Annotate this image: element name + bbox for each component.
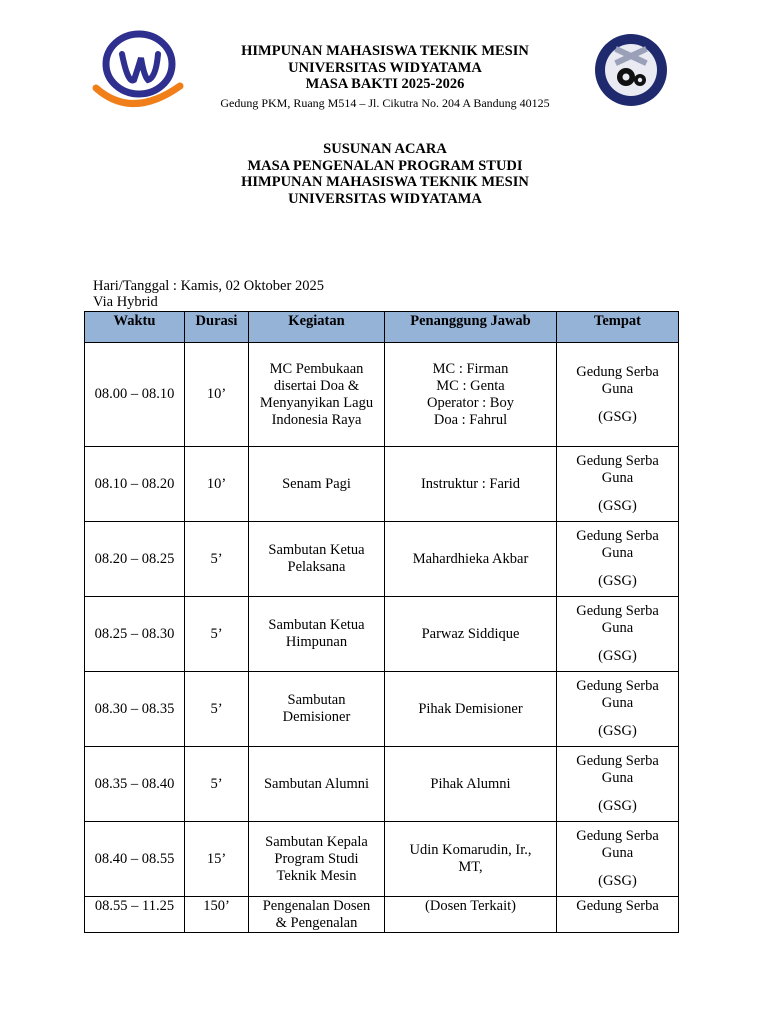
cell-tempat [557,522,679,597]
hmtm-seal-logo [588,33,674,107]
cell-waktu: 08.10 – 08.20 [85,447,185,522]
cell-penanggung-jawab-line: Operator : Boy [427,394,514,411]
cell-penanggung-jawab-line: Udin Komarudin, Ir., [409,842,532,858]
cell-tempat-line: (GSG) [598,648,637,664]
cell-tempat [557,747,679,822]
cell-penanggung-jawab-line: Pihak Alumni [430,775,511,792]
cell-kegiatan-line: Indonesia Raya [271,411,362,428]
table-row [85,747,679,822]
header-kegiatan: Kegiatan [249,312,385,343]
event-mode: Via Hybrid [93,294,158,310]
cell-tempat [557,447,679,522]
event-date: Hari/Tanggal : Kamis, 02 Oktober 2025 [93,278,324,294]
header-waktu: Waktu [85,312,185,343]
cell-kegiatan-line: Sambutan [287,692,346,708]
cell-durasi: 15’ [185,822,249,897]
cell-penanggung-jawab [385,747,557,822]
cell-penanggung-jawab [385,343,557,447]
cell-tempat-line: Gedung Serba [576,363,659,380]
cell-penanggung-jawab-line: Mahardhieka Akbar [412,550,529,567]
cell-tempat-line: Guna [601,620,634,636]
cell-waktu: 08.35 – 08.40 [85,747,185,822]
cell-durasi: 10’ [185,447,249,522]
address-line: Gedung PKM, Ruang M514 – Jl. Cikutra No. 204 A Bandung 40125 [220,95,550,110]
header-penanggung-jawab: Penanggung Jawab [385,312,557,343]
header-durasi: Durasi [185,312,249,343]
cell-kegiatan-line: Demisioner [282,709,351,725]
table-row [85,447,679,522]
cell-kegiatan-line: Himpunan [285,634,348,650]
cell-penanggung-jawab-line: MT, [458,859,483,875]
cell-penanggung-jawab [385,672,557,747]
university-logo [92,28,184,110]
cell-tempat [557,672,679,747]
cell-kegiatan-line: Pelaksana [287,559,346,575]
schedule-table [84,311,679,933]
cell-kegiatan-line: Sambutan Alumni [263,775,370,792]
university-name-line: UNIVERSITAS WIDYATAMA [288,59,482,76]
cell-tempat-line: Guna [601,695,634,711]
cell-kegiatan-line: Teknik Mesin [276,867,357,884]
cell-waktu: 08.20 – 08.25 [85,522,185,597]
title-line: MASA PENGENALAN PROGRAM STUDI [247,157,523,174]
cell-tempat-line: Guna [601,470,634,486]
cell-penanggung-jawab [385,447,557,522]
cell-kegiatan-line: Sambutan Ketua [268,617,365,633]
cell-penanggung-jawab-line: (Dosen Terkait) [425,898,516,914]
cell-tempat-line: Gedung Serba [576,898,659,914]
table-row [85,597,679,672]
cell-tempat-line: (GSG) [598,723,637,739]
title-line: UNIVERSITAS WIDYATAMA [288,191,482,208]
cell-tempat-line: Gedung Serba [576,528,659,544]
cell-tempat-line: Guna [601,770,634,786]
cell-kegiatan [249,597,385,672]
cell-durasi: 150’ [185,897,249,933]
cell-waktu: 08.25 – 08.30 [85,597,185,672]
cell-tempat-line: (GSG) [598,573,637,589]
cell-durasi: 5’ [185,672,249,747]
cell-penanggung-jawab-line: Pihak Demisioner [418,700,523,717]
cell-kegiatan [249,822,385,897]
cell-kegiatan [249,522,385,597]
cell-tempat-line: Guna [601,380,634,397]
cell-kegiatan-line: MC Pembukaan [269,360,364,377]
cell-durasi: 5’ [185,597,249,672]
cell-durasi: 10’ [185,343,249,447]
cell-tempat [557,897,679,933]
cell-kegiatan [249,447,385,522]
cell-kegiatan-line: Menyanyikan Lagu [259,394,374,411]
cell-tempat-line: (GSG) [598,798,637,814]
cell-tempat [557,597,679,672]
cell-penanggung-jawab-line: Doa : Fahrul [433,411,508,428]
table-row [85,822,679,897]
cell-tempat-line: (GSG) [598,873,637,889]
cell-kegiatan-line: disertai Doa & [273,377,360,394]
cell-tempat-line: Guna [601,845,634,861]
cell-kegiatan [249,897,385,933]
schedule-body [85,343,679,933]
cell-kegiatan [249,747,385,822]
cell-tempat-line: Gedung Serba [576,678,659,694]
cell-tempat-line: (GSG) [598,498,637,514]
table-header-row [85,312,679,343]
cell-tempat-line: (GSG) [598,408,637,425]
cell-kegiatan-line: Sambutan Ketua [268,542,365,558]
period-line: MASA BAKTI 2025-2026 [305,76,465,92]
cell-kegiatan-line: Program Studi [274,850,359,867]
cell-tempat-line: Gedung Serba [576,828,659,844]
cell-tempat [557,343,679,447]
cell-kegiatan-line: & Pengenalan [275,915,358,931]
cell-penanggung-jawab [385,597,557,672]
cell-tempat [557,822,679,897]
table-row [85,522,679,597]
cell-waktu: 08.00 – 08.10 [85,343,185,447]
cell-tempat-line: Gedung Serba [576,753,659,769]
title-line: SUSUNAN ACARA [323,141,447,157]
cell-waktu: 08.55 – 11.25 [85,897,185,933]
cell-kegiatan [249,343,385,447]
header-tempat: Tempat [557,312,679,343]
table-row [85,343,679,447]
cell-kegiatan-line: Pengenalan Dosen [262,898,371,914]
cell-penanggung-jawab [385,897,557,933]
cell-tempat-line: Guna [601,545,634,561]
table-row [85,672,679,747]
cell-kegiatan-line: Sambutan Kepala [265,833,368,850]
table-row [85,897,679,933]
cell-kegiatan [249,672,385,747]
cell-penanggung-jawab [385,822,557,897]
cell-penanggung-jawab-line: MC : Firman [432,360,509,377]
letterhead [190,43,580,112]
event-info [93,278,324,310]
cell-kegiatan-line: Senam Pagi [282,475,351,492]
cell-tempat-line: Gedung Serba [576,453,659,469]
org-name-line: HIMPUNAN MAHASISWA TEKNIK MESIN [241,43,529,59]
cell-tempat-line: Gedung Serba [576,603,659,619]
cell-durasi: 5’ [185,747,249,822]
title-line: HIMPUNAN MAHASISWA TEKNIK MESIN [241,174,529,191]
cell-penanggung-jawab-line: MC : Genta [436,377,505,394]
cell-penanggung-jawab-line: Instruktur : Farid [420,475,521,492]
cell-durasi: 5’ [185,522,249,597]
cell-waktu: 08.30 – 08.35 [85,672,185,747]
document-title [160,141,610,208]
cell-penanggung-jawab [385,522,557,597]
cell-waktu: 08.40 – 08.55 [85,822,185,897]
cell-penanggung-jawab-line: Parwaz Siddique [421,625,520,642]
